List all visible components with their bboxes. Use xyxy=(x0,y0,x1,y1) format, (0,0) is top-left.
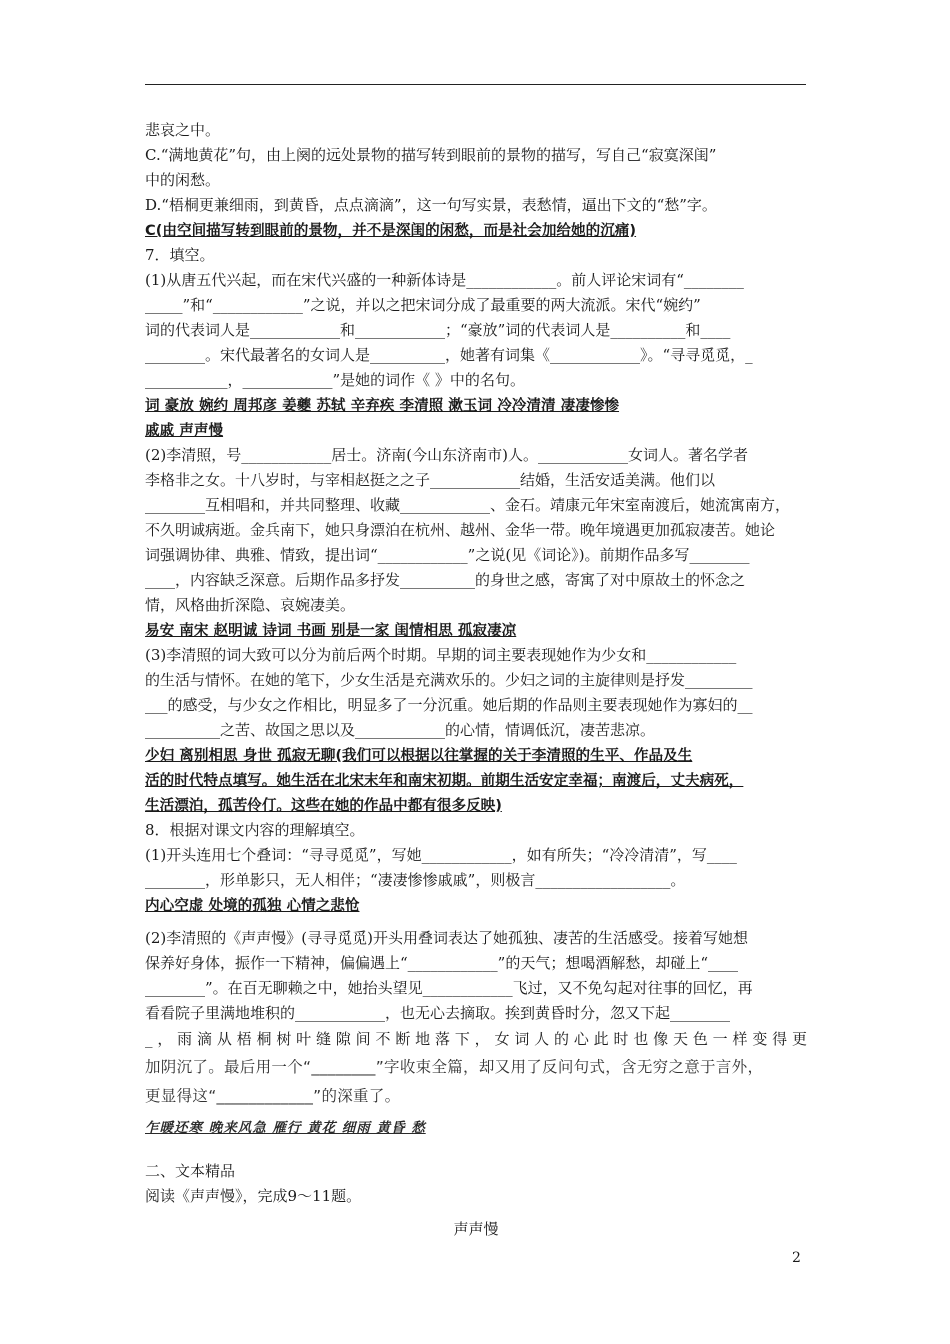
text-line: 悲哀之中。 xyxy=(145,121,221,139)
section-heading: 二、文本精品 xyxy=(145,1162,236,1180)
question-text: 李格非之女。十八岁时，与宰相赵挺之之子____________结婚，生活安适美满。他们以 xyxy=(145,471,716,489)
question-text: ________，形单影只，无人相伴；“凄凄惨惨戚戚”，则极言__________________。 xyxy=(145,871,686,889)
question-text: ___________，____________”是她的词作《 》中的名句。 xyxy=(145,371,525,389)
answer-line: 少妇 离别相思 身世 孤寂无聊(我们可以根据以往掌握的关于李清照的生平、作品及生 xyxy=(145,747,693,764)
question-text: 不久明诚病逝。金兵南下，她只身漂泊在杭州、越州、金华一带。晚年境遇更加孤寂凄苦。她论 xyxy=(145,521,776,539)
option-c: C.“满地黄花”句，由上阕的远处景物的描写转到眼前的景物的描写，写自己“寂寞深闺” xyxy=(145,146,717,164)
question-text: 词的代表词人是____________和____________；“豪放”词的代表词人是__________和____ xyxy=(145,321,731,339)
question-7-heading: 7．填空。 xyxy=(145,246,215,264)
reading-instruction: 阅读《声声慢》，完成9～11题。 xyxy=(145,1187,362,1205)
poem-title: 声声慢 xyxy=(453,1220,499,1238)
question-text: (3)李清照的词大致可以分为前后两个时期。早期的词主要表现她作为少女和____________ xyxy=(145,646,737,664)
question-8-heading: 8．根据对课文内容的理解填空。 xyxy=(145,821,365,839)
answer-line: 易安 南宋 赵明诚 诗词 书画 别是一家 闺情相思 孤寂凄凉 xyxy=(145,622,517,639)
question-text: (2)李清照的《声声慢》(寻寻觅觅)开头用叠词表达了她孤独、凄苦的生活感受。接着写她想 xyxy=(145,929,748,947)
answer-line: 活的时代特点填写。她生活在北宋末年和南宋初期。前期生活安定幸福；南渡后，丈夫病死， xyxy=(145,772,744,789)
question-text: ________。宋代最著名的女词人是__________，她著有词集《____________》。“寻寻觅觅，_ xyxy=(145,346,753,364)
question-text: (1)开头连用七个叠词：“寻寻觅觅”，写她____________，如有所失；“冷冷清清”，写____ xyxy=(145,846,737,864)
question-text: __________之苦、故国之思以及____________的心情，情调低沉，凄苦悲凉。 xyxy=(145,721,656,739)
answer-line: 生活漂泊，孤苦伶仃。这些在她的作品中都有很多反映) xyxy=(145,797,502,814)
answer-line: 内心空虚 处境的孤独 心情之悲怆 xyxy=(145,897,360,914)
header-rule xyxy=(145,84,806,85)
question-text: 保养好身体，振作一下精神，偏偏遇上“____________”的天气；想喝酒解愁，却碰上“____ xyxy=(145,954,739,972)
question-text: ___的感受，与少女之作相比，明显多了一分沉重。她后期的作品则主要表现她作为寡妇的__ xyxy=(145,696,753,714)
question-text: 看看院子里满地堆积的____________，也无心去摘取。挨到黄昏时分，忽又下起________ xyxy=(145,1004,731,1022)
answer-line: 戚戚 声声慢 xyxy=(145,422,224,439)
question-text: 词强调协律、典雅、情致，提出词“____________”之说(见《词论》)。前期作品多写________ xyxy=(145,546,750,564)
question-text: _，雨滴从梧桐树叶缝隙间不断地落下，女词人的心此时也像天色一样变得更 xyxy=(145,1030,807,1048)
answer-line: 词 豪放 婉约 周邦彦 姜夔 苏轼 辛弃疾 李清照 漱玉词 冷冷清清 凄凄惨惨 xyxy=(145,397,620,414)
text-line: 中的闲愁。 xyxy=(145,171,221,189)
question-text: ____，内容缺乏深意。后期作品多抒发__________的身世之感，寄寓了对中原故土的怀念之 xyxy=(145,571,746,589)
question-text: ________”。在百无聊赖之中，她抬头望见____________飞过，又不免勾起对往事的回忆，再 xyxy=(145,979,753,997)
scanned-answer-line: 乍暖还寒 晚来风急 雁行 黄花 细雨 黄昏 愁 xyxy=(145,1120,426,1136)
answer-line: C(由空间描写转到眼前的景物，并不是深闺的闲愁，而是社会加给她的沉痛) xyxy=(145,222,637,239)
option-d: D.“梧桐更兼细雨，到黄昏，点点滴滴”，这一句写实景，表愁情，逼出下文的“愁”字。 xyxy=(145,196,717,214)
question-text: _____”和“____________”之说，并以之把宋词分成了最重要的两大流派。宋代“婉约” xyxy=(145,296,701,314)
page-number: 2 xyxy=(792,1250,801,1266)
scanned-text: 更显得这“____________”的深重了。 xyxy=(145,1087,401,1105)
question-text: 情，风格曲折深隐、哀婉凄美。 xyxy=(145,596,356,614)
question-text: (1)从唐五代兴起，而在宋代兴盛的一种新体诗是____________。前人评论宋词有“________ xyxy=(145,271,744,289)
question-text: (2)李清照，号____________居士。济南(今山东济南市)人。____________女词人。著名学者 xyxy=(145,446,748,464)
question-text: 的生活与情怀。在她的笔下，少女生活是充满欢乐的。少妇之词的主旋律则是抒发_________ xyxy=(145,671,753,689)
question-text: ________互相唱和，并共同整理、收藏____________、金石。靖康元年宋室南渡后，她流寓南方， xyxy=(145,496,791,514)
document-body xyxy=(145,118,807,1242)
scanned-text: 加阴沉了。最后用一个“________”字收束全篇，却又用了反问句式，含无穷之意于言外， xyxy=(145,1058,764,1076)
